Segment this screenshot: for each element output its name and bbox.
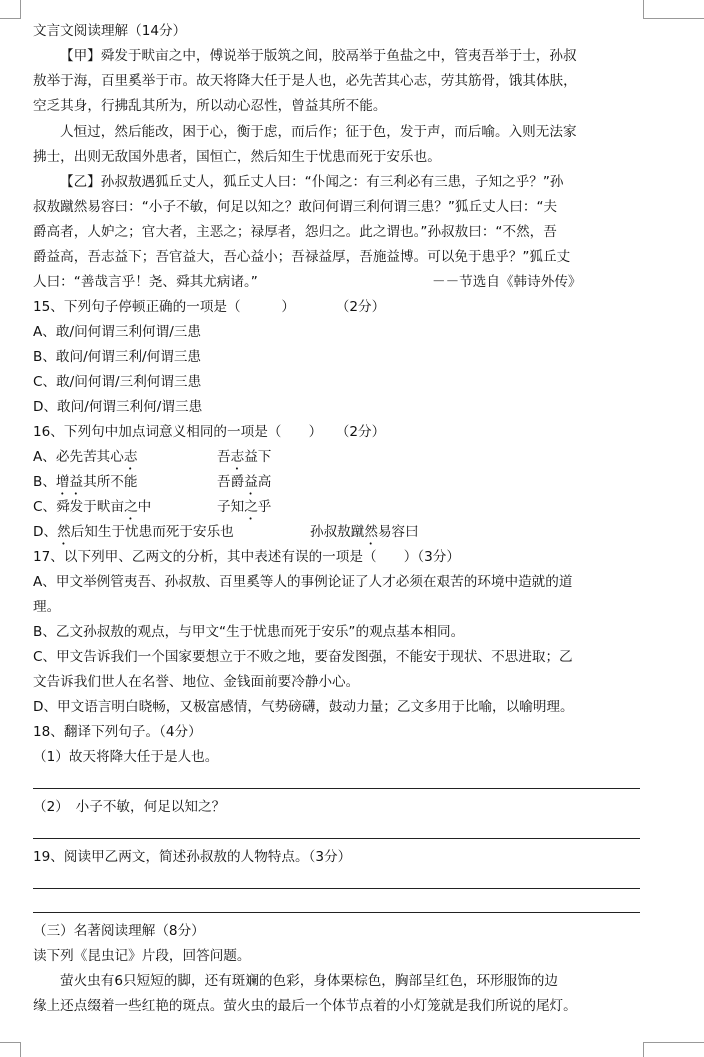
question-17-option-d: D、甲文语言明白晓畅，又极富感情，气势磅礴，鼓动力量；乙文多用于比喻，以喻明理。 bbox=[33, 699, 574, 715]
question-16-stem: 16、下列句中加点词意义相同的一项是（ ） （2分） bbox=[33, 424, 386, 440]
section-title: 文言文阅读理解（14分） bbox=[33, 23, 187, 39]
passage-yi-line: 爵益高，吾志益下；吾官益大，吾心益小；吾禄益厚，吾施益博。可以免于患乎？”狐丘丈 bbox=[33, 249, 571, 265]
answer-line[interactable] bbox=[33, 838, 640, 839]
dotted-word: 之 bbox=[244, 499, 258, 515]
passage-yi-line: 叔敖蹴然易容曰：“小子不敏，何足以知之？敢问何谓三利何谓三患？”狐丘丈人曰：“夫 bbox=[33, 199, 558, 215]
question-18-sentence-1: （1）故天将降大任于是人也。 bbox=[33, 749, 219, 765]
passage-yi-line: 爵高者，人妒之；官大者，主恶之；禄厚者，怨归之。此之谓也。”孙叔敖曰：“不然，吾 bbox=[33, 224, 557, 240]
question-15-option: B、敢问/何谓三利/何谓三患 bbox=[33, 349, 202, 365]
question-16-option-c-left: C、舜发于畎亩之中 bbox=[33, 499, 152, 515]
question-16-option-a-right: 吾志益下 bbox=[217, 449, 272, 465]
page-corner-mark bbox=[0, 0, 21, 19]
passage-jia-line: 拂士，出则无敌国外患者，国恒亡，然后知生于忧患而死于安乐也。 bbox=[33, 149, 441, 165]
question-16-option-b-left: B、增益其所不能 bbox=[33, 474, 138, 490]
passage-yi-line: 人曰：“善哉言乎！尧、舜其尤病诸。” bbox=[33, 274, 258, 290]
question-15-option: A、敢/问何谓三利何谓/三患 bbox=[33, 324, 201, 340]
question-16-option-c-right: 子知之乎 bbox=[217, 499, 272, 515]
answer-line[interactable] bbox=[33, 888, 640, 889]
passage-jia-line: 敖举于海，百里奚举于市。故天将降大任于是人也，必先苦其心志，劳其筋骨，饿其体肤， bbox=[33, 73, 577, 89]
excerpt-line: 萤火虫有6只短短的脚，还有斑斓的色彩，身体栗棕色，胸部呈红色，环形服饰的边 bbox=[60, 973, 559, 989]
excerpt-line: 缘上还点缀着一些红艳的斑点。萤火虫的最后一个体节点着的小灯笼就是我们所说的尾灯。 bbox=[33, 998, 577, 1014]
question-16-option-b-right: 吾爵益高 bbox=[217, 474, 272, 490]
question-17-option-a: A、甲文举例管夷吾、孙叔敖、百里奚等人的事例论证了人才必须在艰苦的环境中造就的道 bbox=[33, 574, 573, 590]
answer-line[interactable] bbox=[33, 912, 640, 913]
answer-line[interactable] bbox=[33, 788, 640, 789]
dotted-word: 之 bbox=[124, 499, 138, 515]
passage-jia-line: 【甲】舜发于畎亩之中，傅说举于版筑之间，胶鬲举于鱼盐之中，管夷吾举于士，孙叔 bbox=[60, 48, 577, 64]
question-17-option-b: B、乙文孙叔敖的观点，与甲文“生于忧患而死于安乐”的观点基本相同。 bbox=[33, 624, 465, 640]
question-15-option: D、敢问/何谓三利何/谓三患 bbox=[33, 399, 203, 415]
dotted-word: 益 bbox=[244, 474, 258, 490]
part-3-title: （三）名著阅读理解（8分） bbox=[33, 923, 205, 939]
question-18-sentence-2: （2） 小子不敏，何足以知之？ bbox=[33, 799, 226, 815]
passage-jia-line: 人恒过，然后能改，困于心，衡于虑，而后作；征于色，发于声，而后喻。入则无法家 bbox=[60, 124, 577, 140]
question-16-option-d-right: 孙叔敖蹴然易容曰 bbox=[310, 524, 419, 540]
question-18-stem: 18、翻译下列句子。（4分） bbox=[33, 724, 202, 740]
passage-jia-line: 空乏其身，行拂乱其所为，所以动心忍性，曾益其所不能。 bbox=[33, 98, 387, 114]
question-16-option-d-left: D、然后知生于忧患而死于安乐也 bbox=[33, 524, 234, 540]
dotted-word: 增益 bbox=[55, 474, 84, 490]
dotted-word: 志 bbox=[123, 449, 138, 465]
question-17-option-c: C、甲文告诉我们一个国家要想立于不败之地，要奋发图强，不能安于现状、不思进取；乙 bbox=[33, 649, 573, 665]
page-corner-mark bbox=[643, 0, 704, 19]
page-corner-mark bbox=[643, 1042, 704, 1057]
question-19-stem: 19、阅读甲乙两文，简述孙叔敖的人物特点。（3分） bbox=[33, 849, 352, 865]
dotted-word: 然 bbox=[57, 524, 71, 540]
passage-yi-line: 【乙】孙叔敖遇狐丘丈人，狐丘丈人曰：“仆闻之：有三利必有三患，子知之乎？”孙 bbox=[60, 174, 564, 190]
question-16-option-a-left: A、必先苦其心志 bbox=[33, 449, 138, 465]
question-15-option: C、敢/问何谓/三利何谓三患 bbox=[33, 374, 202, 390]
dotted-word: 志 bbox=[230, 449, 245, 465]
dotted-word: 然 bbox=[364, 524, 378, 540]
part-3-intro: 读下列《昆虫记》片段，回答问题。 bbox=[33, 948, 251, 964]
source-citation: －－节选自《韩诗外传》 bbox=[432, 274, 582, 290]
page-corner-mark bbox=[0, 1042, 21, 1057]
question-17-option-c: 文告诉我们世人在名誉、地位、金钱面前要冷静小心。 bbox=[33, 674, 360, 690]
question-17-option-a: 理。 bbox=[33, 599, 61, 615]
question-15-stem: 15、下列句子停顿正确的一项是（ ） （2分） bbox=[33, 299, 386, 315]
question-17-stem: 17、以下列甲、乙两文的分析，其中表述有误的一项是（ ）（3分） bbox=[33, 549, 460, 565]
